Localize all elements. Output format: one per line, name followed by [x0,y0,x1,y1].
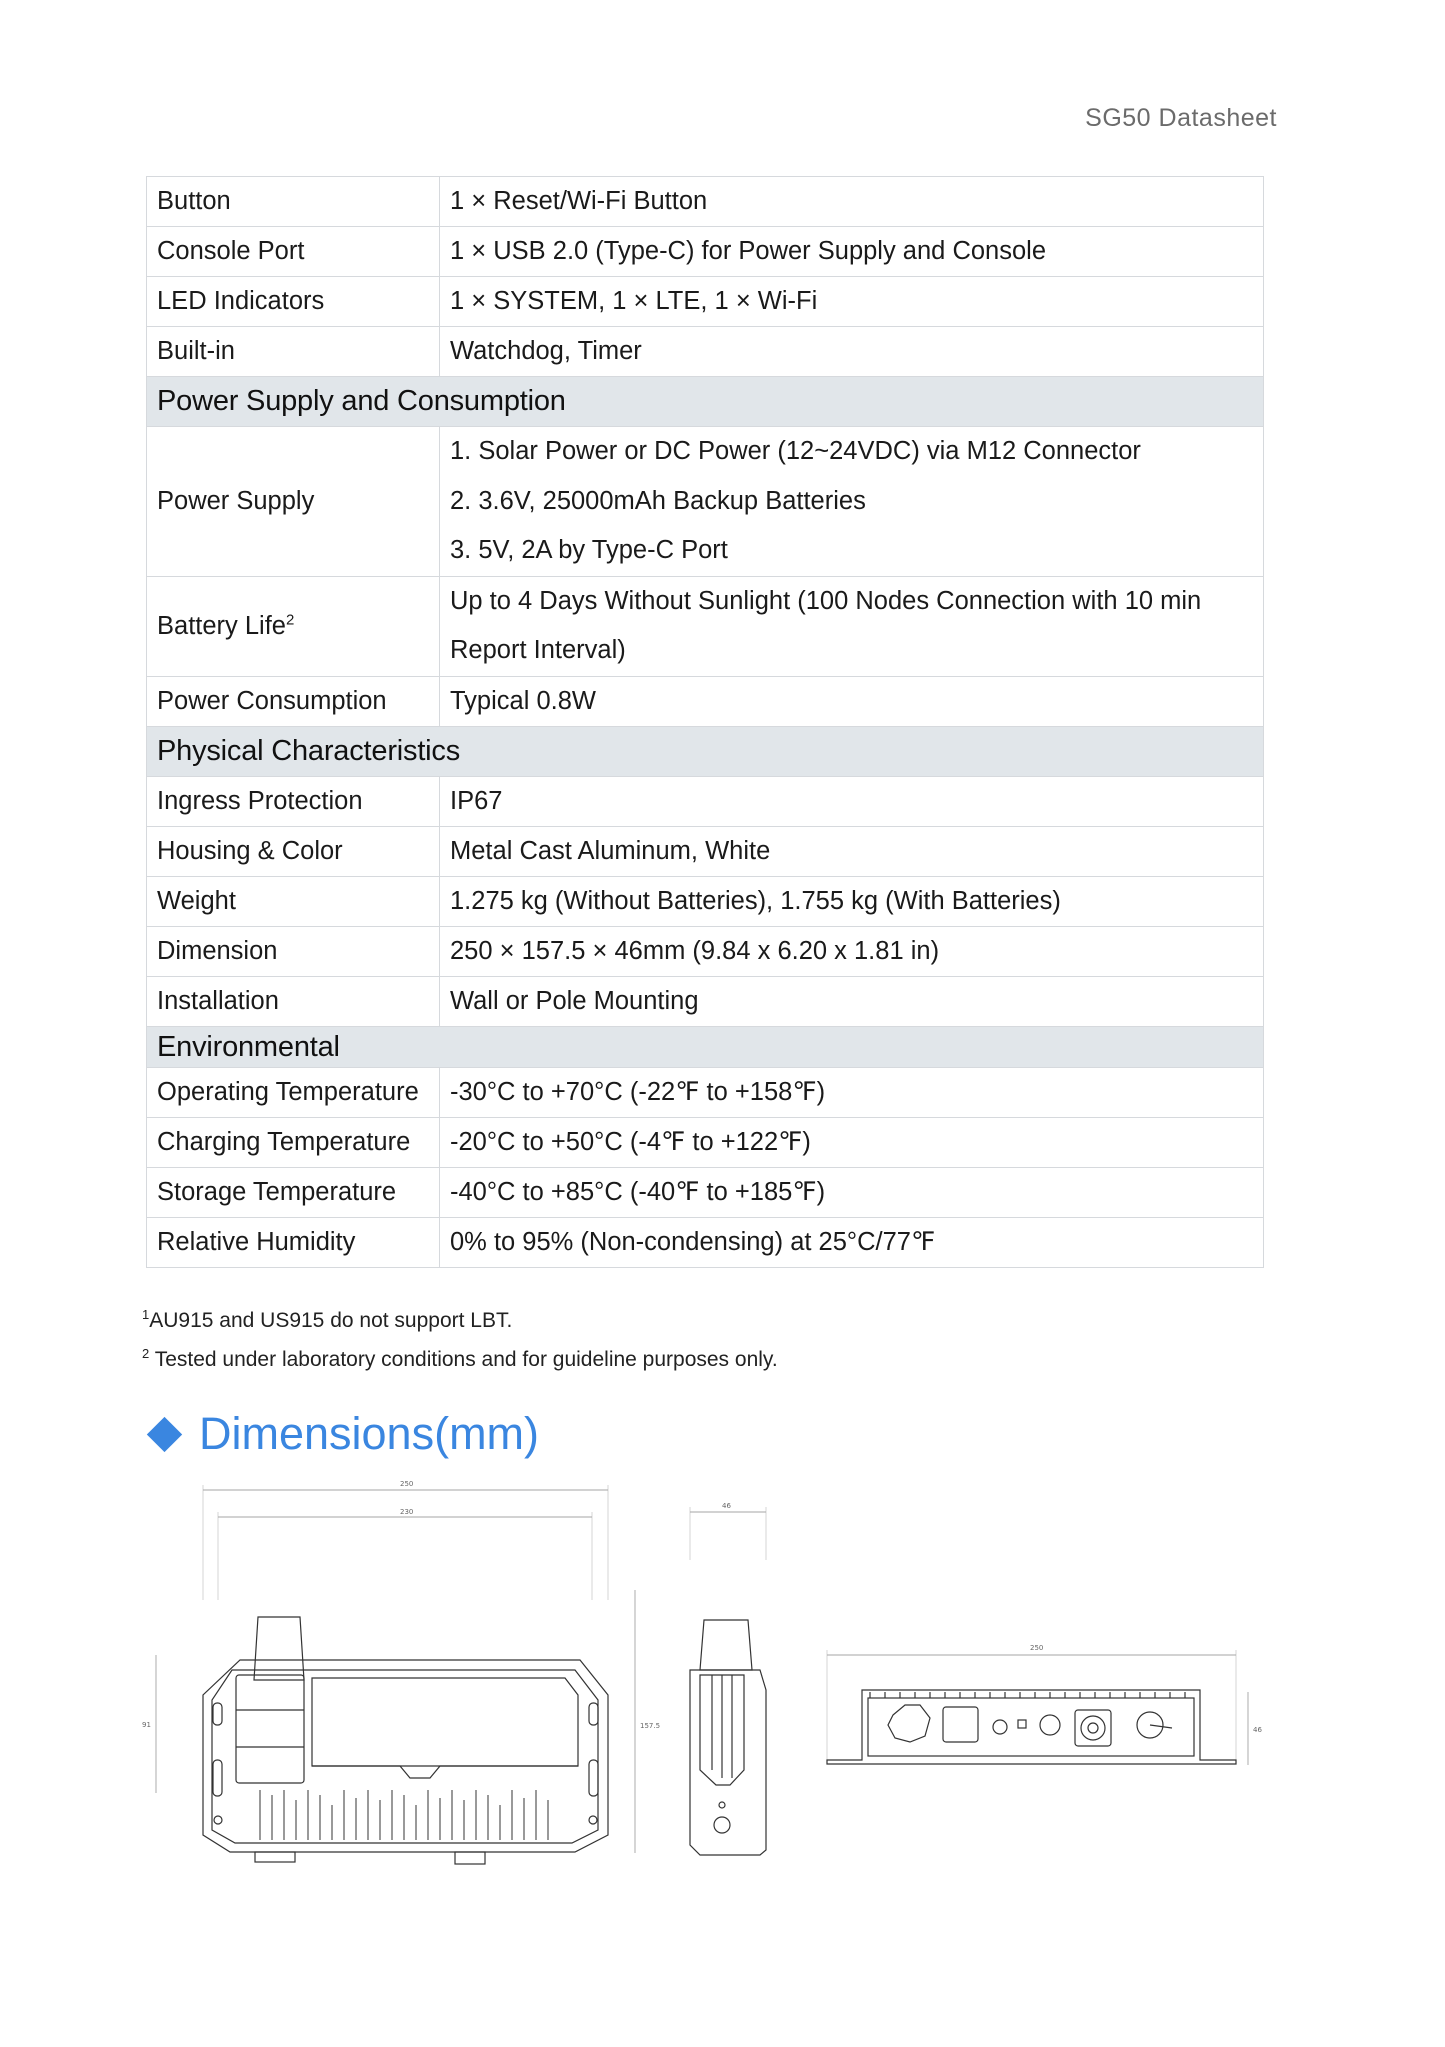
dim-label-91: 91 [142,1721,151,1729]
table-row [147,1067,1264,1117]
row-value: Typical 0.8W [440,676,1264,726]
table-row [147,1217,1264,1267]
value-line: 2. 3.6V, 25000mAh Backup Batteries [450,486,866,515]
table-row [147,327,1264,377]
row-value: 0% to 95% (Non-condensing) at 25°C/77℉ [440,1217,1264,1267]
dimensions-heading [146,1408,539,1460]
value-line: Up to 4 Days Without Sunlight (100 Nodes Connection with 10 min [450,586,1202,615]
row-value: Wall or Pole Mounting [440,976,1264,1026]
document-header: SG50 Datasheet [1085,104,1277,132]
row-value: 1 × Reset/Wi-Fi Button [440,177,1264,227]
table-row [147,277,1264,327]
section-header-power [147,377,1264,427]
row-label: Operating Temperature [147,1067,440,1117]
dim-label-46: 46 [722,1502,731,1510]
battery-life-label: Battery Life [157,611,286,640]
footnote-1 [142,1298,778,1337]
table-row [147,177,1264,227]
footnotes [142,1298,778,1376]
row-label: Charging Temperature [147,1117,440,1167]
dimension-drawings [0,1460,1445,1880]
row-label: Console Port [147,227,440,277]
table-row [147,926,1264,976]
diamond-bullet-icon [147,1416,182,1451]
section-header-physical [147,726,1264,776]
row-label: Power Supply [147,427,440,577]
dim-label-46-bottom: 46 [1253,1726,1262,1734]
table-row [147,1167,1264,1217]
table-row [147,976,1264,1026]
row-value: 1 × USB 2.0 (Type-C) for Power Supply and Console [440,227,1264,277]
row-value: 250 × 157.5 × 46mm (9.84 x 6.20 x 1.81 in) [440,926,1264,976]
table-row [147,826,1264,876]
table-row [147,776,1264,826]
row-label: Power Consumption [147,676,440,726]
row-value [440,576,1264,676]
section-title: Environmental [147,1026,1264,1067]
value-line: 3. 5V, 2A by Type-C Port [450,536,728,564]
row-value: Metal Cast Aluminum, White [440,826,1264,876]
spec-table [146,176,1264,1268]
row-label: Weight [147,876,440,926]
dimensions-title: Dimensions(mm) [199,1408,540,1459]
footnote-number: 2 [142,1346,150,1361]
row-label: Button [147,177,440,227]
footnote-2 [142,1337,778,1376]
row-label: Relative Humidity [147,1217,440,1267]
dim-label-157-5: 157.5 [640,1722,661,1730]
side-view-drawing [690,1507,766,1855]
row-value: -20°C to +50°C (-4℉ to +122℉) [440,1117,1264,1167]
row-label: LED Indicators [147,277,440,327]
section-header-environmental [147,1026,1264,1067]
table-row [147,876,1264,926]
row-value: 1 × SYSTEM, 1 × LTE, 1 × Wi-Fi [440,277,1264,327]
row-label: Storage Temperature [147,1167,440,1217]
dim-label-250-bottom: 250 [1030,1644,1044,1652]
row-label: Housing & Color [147,826,440,876]
row-value: Watchdog, Timer [440,327,1264,377]
table-row [147,427,1264,577]
row-value [440,427,1264,577]
table-row [147,1117,1264,1167]
dim-label-250: 250 [400,1480,414,1488]
section-title: Power Supply and Consumption [147,377,1264,427]
footnote-marker: 2 [285,611,295,628]
front-view-drawing [156,1485,635,1864]
footnote-text: Tested under laboratory conditions and for guideline purposes only. [149,1348,778,1371]
table-row [147,227,1264,277]
value-line: Report Interval) [450,636,626,664]
bottom-view-drawing [827,1650,1248,1765]
value-line: 1. Solar Power or DC Power (12~24VDC) via M12 Connector [450,437,1141,465]
footnote-text: AU915 and US915 do not support LBT. [149,1309,513,1332]
row-label: Ingress Protection [147,776,440,826]
row-label [147,576,440,676]
row-label: Dimension [147,926,440,976]
row-value: 1.275 kg (Without Batteries), 1.755 kg (With Batteries) [440,876,1264,926]
row-label: Installation [147,976,440,1026]
table-row [147,576,1264,676]
row-value: IP67 [440,776,1264,826]
section-title: Physical Characteristics [147,726,1264,776]
row-value: -30°C to +70°C (-22℉ to +158℉) [440,1067,1264,1117]
footnote-number: 1 [142,1307,150,1322]
table-row [147,676,1264,726]
dim-label-230: 230 [400,1508,414,1516]
row-value: -40°C to +85°C (-40℉ to +185℉) [440,1167,1264,1217]
row-label: Built-in [147,327,440,377]
